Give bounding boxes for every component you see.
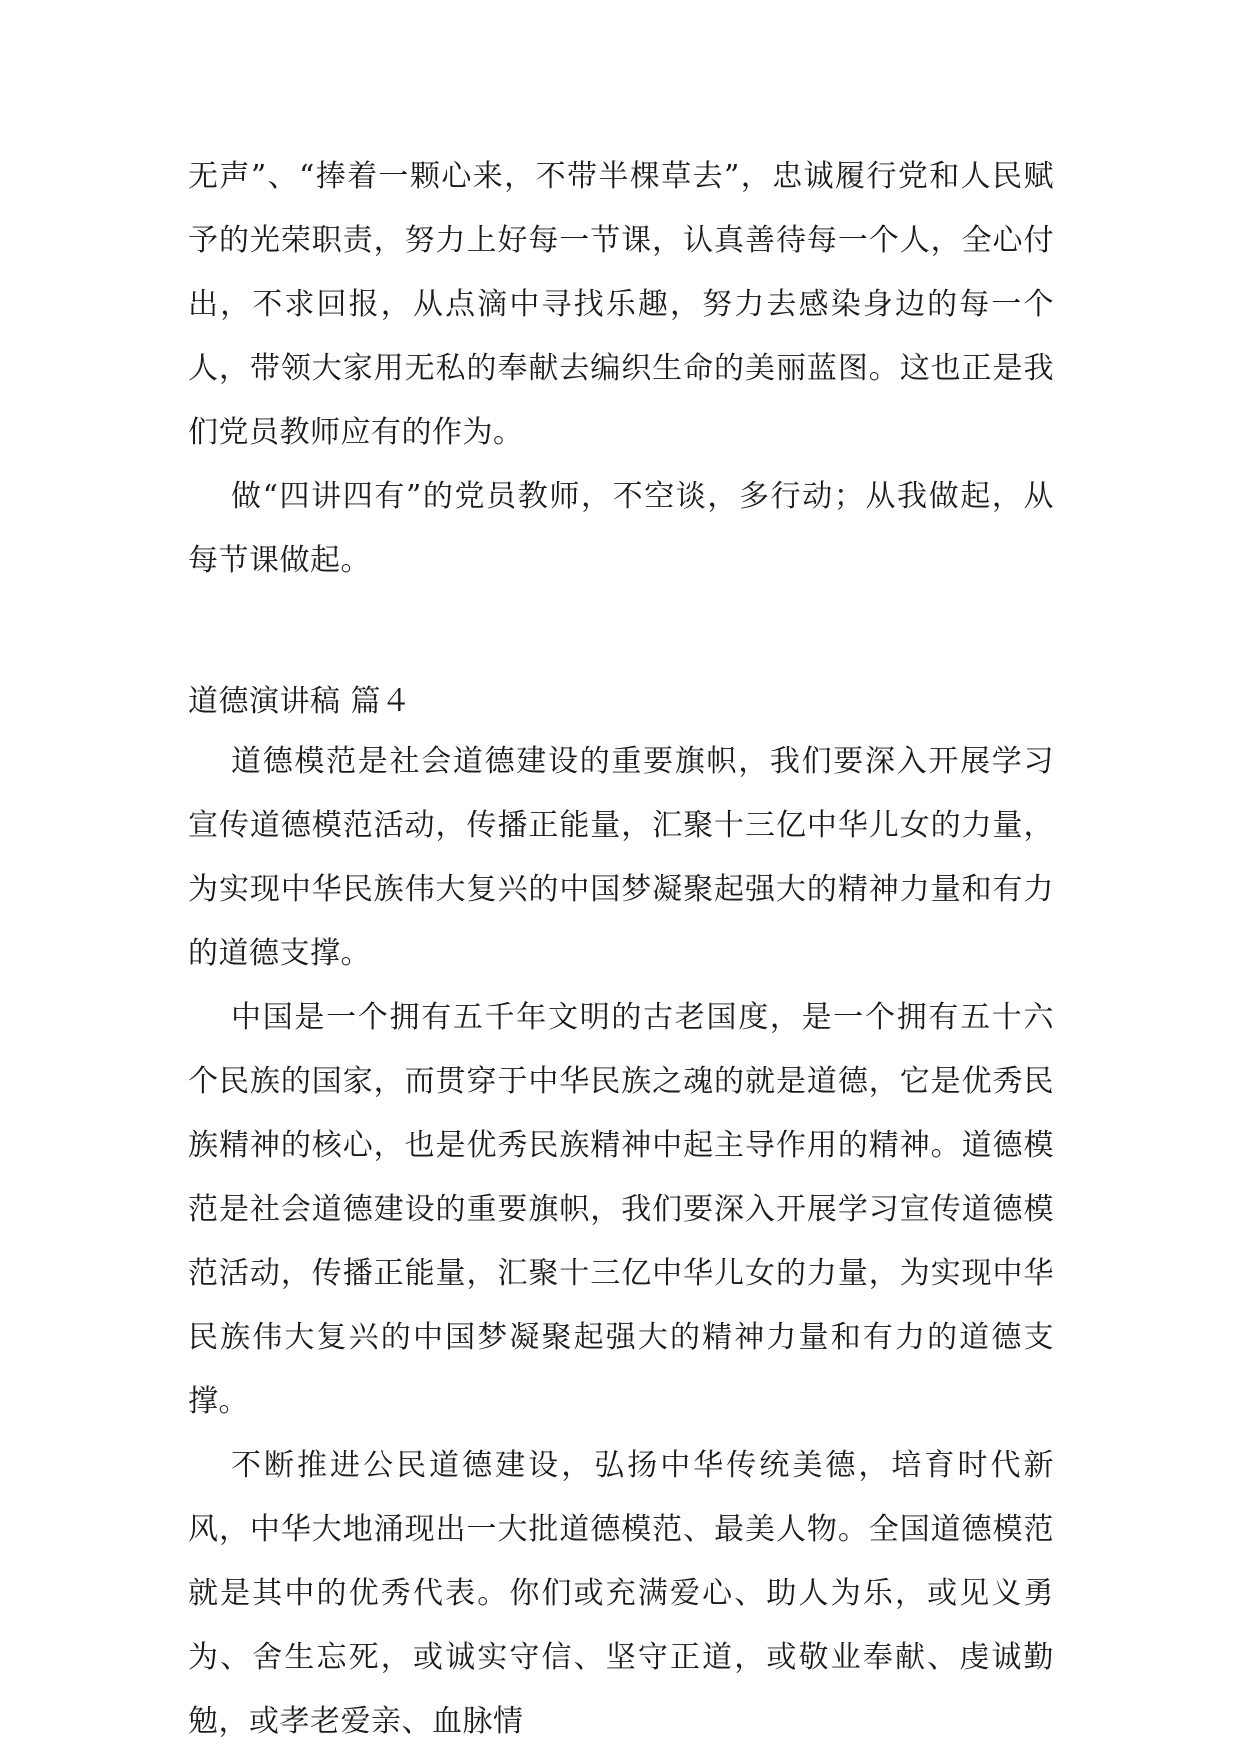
paragraph: 做“四讲四有”的党员教师，不空谈，多行动；从我做起，从每节课做起。 <box>188 479 1054 578</box>
text-block-main <box>188 730 1054 1754</box>
section-heading: 道德演讲稿 篇４ <box>188 684 412 719</box>
paragraph: 不断推进公民道德建设，弘扬中华传统美德，培育时代新风，中华大地涌现出一大批道德模范、最美人物。全国道德模范就是其中的优秀代表。你们或充满爱心、助人为乐，或见义勇为、舍生忘死，或诚实守信、坚守正道，或敬业奉献、虔诚勤勉，或孝老爱亲、血脉情 <box>188 1448 1054 1739</box>
text-block-top <box>188 145 1054 593</box>
paragraph: 中国是一个拥有五千年文明的古老国度，是一个拥有五十六个民族的国家，而贯穿于中华民族之魂的就是道德，它是优秀民族精神的核心，也是优秀民族精神中起主导作用的精神。道德模范是社会道德建设的重要旗帜，我们要深入开展学习宣传道德模范活动，传播正能量，汇聚十三亿中华儿女的力量，为实现中华民族伟大复兴的中国梦凝聚起强大的精神力量和有力的道德支撑。 <box>188 1000 1054 1419</box>
paragraph: 道德模范是社会道德建设的重要旗帜，我们要深入开展学习宣传道德模范活动，传播正能量，汇聚十三亿中华儿女的力量，为实现中华民族伟大复兴的中国梦凝聚起强大的精神力量和有力的道德支撑。 <box>188 744 1054 971</box>
paragraph: 无声”、“捧着一颗心来，不带半棵草去”，忠诚履行党和人民赋予的光荣职责，努力上好每一节课，认真善待每一个人，全心付出，不求回报，从点滴中寻找乐趣，努力去感染身边的每一个人，带领大家用无私的奉献去编织生命的美丽蓝图。这也正是我们党员教师应有的作为。 <box>188 159 1054 450</box>
